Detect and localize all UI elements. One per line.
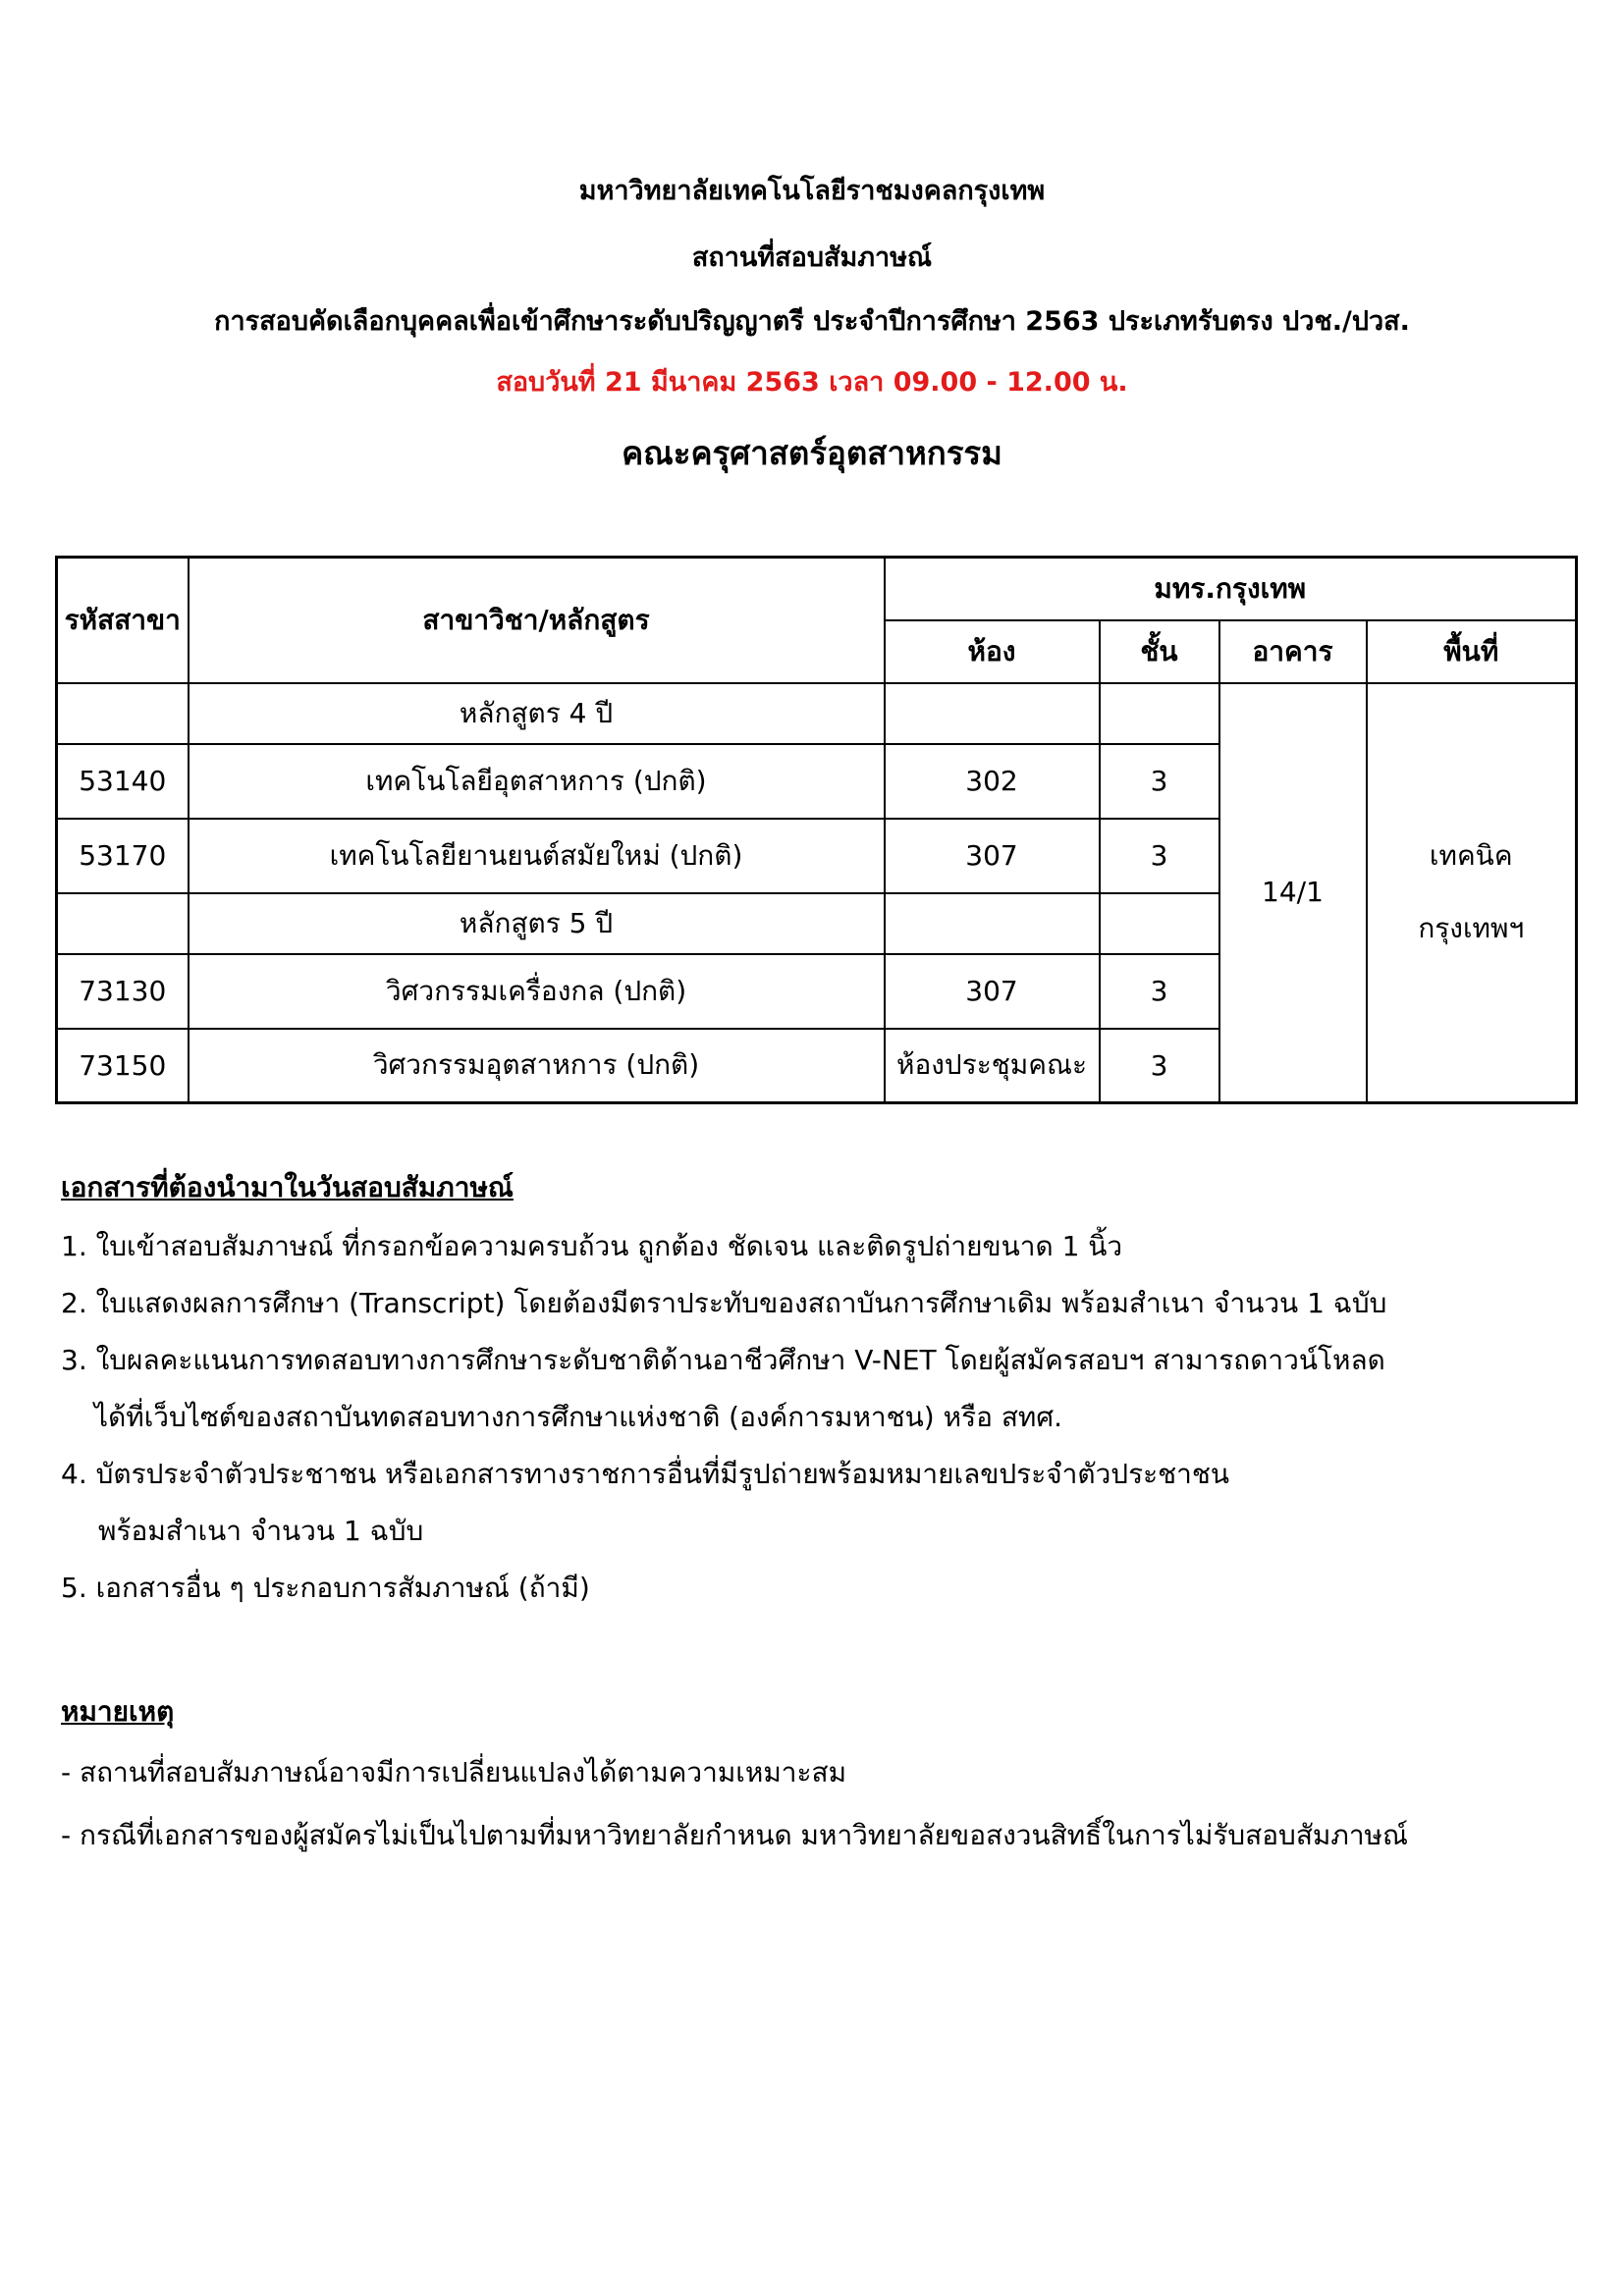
header-campus: มทร.กรุงเทพ xyxy=(885,558,1577,620)
area-line-1: เทคนิค xyxy=(1429,839,1513,873)
note-item: - กรณีที่เอกสารของผู้สมัครไม่เป็นไปตามที่มหาวิทยาลัยกำหนด มหาวิทยาลัยขอสงวนสิทธิ์ในการไม่รับสอบสัมภาษณ์ xyxy=(61,1819,1408,1851)
room: 302 xyxy=(885,744,1100,819)
exam-date: สอบวันที่ 21 มีนาคม 2563 เวลา 09.00 - 12.00 น. xyxy=(496,367,1128,398)
floor: 3 xyxy=(1100,954,1219,1029)
header-room: ห้อง xyxy=(885,620,1100,683)
program-code: 53140 xyxy=(57,744,189,819)
floor: 3 xyxy=(1100,819,1219,893)
program-name: วิศวกรรมอุตสาหการ (ปกติ) xyxy=(189,1029,885,1103)
document-item-continued: ได้ที่เว็บไซต์ของสถาบันทดสอบทางการศึกษาแห่งชาติ (องค์การมหาชน) หรือ สทศ. xyxy=(94,1401,1063,1433)
program-name: เทคโนโลยียานยนต์สมัยใหม่ (ปกติ) xyxy=(189,819,885,893)
program-name: วิศวกรรมเครื่องกล (ปกติ) xyxy=(189,954,885,1029)
room: 307 xyxy=(885,954,1100,1029)
area-cell xyxy=(1367,683,1577,1103)
header-building: อาคาร xyxy=(1219,620,1367,683)
header-code: รหัสสาขา xyxy=(57,558,189,683)
floor: 3 xyxy=(1100,744,1219,819)
program-code: 53170 xyxy=(57,819,189,893)
note-item: - สถานที่สอบสัมภาษณ์อาจมีการเปลี่ยนแปลงได้ตามความเหมาะสม xyxy=(61,1756,847,1789)
floor: 3 xyxy=(1100,1029,1219,1103)
document-item: 4. บัตรประจำตัวประชาชน หรือเอกสารทางราชการอื่นที่มีรูปถ่ายพร้อมหมายเลขประจำตัวประชาชน xyxy=(61,1458,1230,1490)
header-floor: ชั้น xyxy=(1100,620,1219,683)
group-label: หลักสูตร 4 ปี xyxy=(189,683,885,744)
room: ห้องประชุมคณะ xyxy=(885,1029,1100,1103)
faculty-name: คณะครุศาสตร์อุตสาหกรรม xyxy=(622,434,1002,472)
building-value: 14/1 xyxy=(1262,876,1324,909)
exam-title: การสอบคัดเลือกบุคคลเพื่อเข้าศึกษาระดับปริญญาตรี ประจำปีการศึกษา 2563 ประเภทรับตรง ปวช./ปวส. xyxy=(214,306,1410,337)
header-program: สาขาวิชา/หลักสูตร xyxy=(189,558,885,683)
interview-location-table xyxy=(55,556,1578,1104)
document-item: 2. ใบแสดงผลการศึกษา (Transcript) โดยต้องมีตราประทับของสถาบันการศึกษาเดิม พร้อมสำเนา จำนวน 1 ฉบับ xyxy=(61,1287,1387,1319)
document-item: 5. เอกสารอื่น ๆ ประกอบการสัมภาษณ์ (ถ้ามี) xyxy=(61,1572,590,1604)
program-name: เทคโนโลยีอุตสาหการ (ปกติ) xyxy=(189,744,885,819)
notes-title: หมายเหตุ xyxy=(61,1695,175,1728)
group-row xyxy=(57,683,1577,744)
program-code: 73150 xyxy=(57,1029,189,1103)
university-name: มหาวิทยาลัยเทคโนโลยีราชมงคลกรุงเทพ xyxy=(578,176,1046,206)
building-cell xyxy=(1219,683,1367,1103)
document-item-continued: พร้อมสำเนา จำนวน 1 ฉบับ xyxy=(98,1515,424,1547)
documents-title: เอกสารที่ต้องนำมาในวันสอบสัมภาษณ์ xyxy=(61,1171,514,1203)
header-area: พื้นที่ xyxy=(1367,620,1577,683)
group-label: หลักสูตร 5 ปี xyxy=(189,893,885,954)
document-item: 3. ใบผลคะแนนการทดสอบทางการศึกษาระดับชาติด้านอาชีวศึกษา V-NET โดยผู้สมัครสอบฯ สามารถดาวน์โหลด xyxy=(61,1344,1385,1376)
area-line-2: กรุงเทพฯ xyxy=(1418,912,1525,945)
document-subtitle: สถานที่สอบสัมภาษณ์ xyxy=(691,242,933,273)
document-item: 1. ใบเข้าสอบสัมภาษณ์ ที่กรอกข้อความครบถ้วน ถูกต้อง ชัดเจน และติดรูปถ่ายขนาด 1 นิ้ว xyxy=(61,1230,1123,1262)
room: 307 xyxy=(885,819,1100,893)
program-code: 73130 xyxy=(57,954,189,1029)
